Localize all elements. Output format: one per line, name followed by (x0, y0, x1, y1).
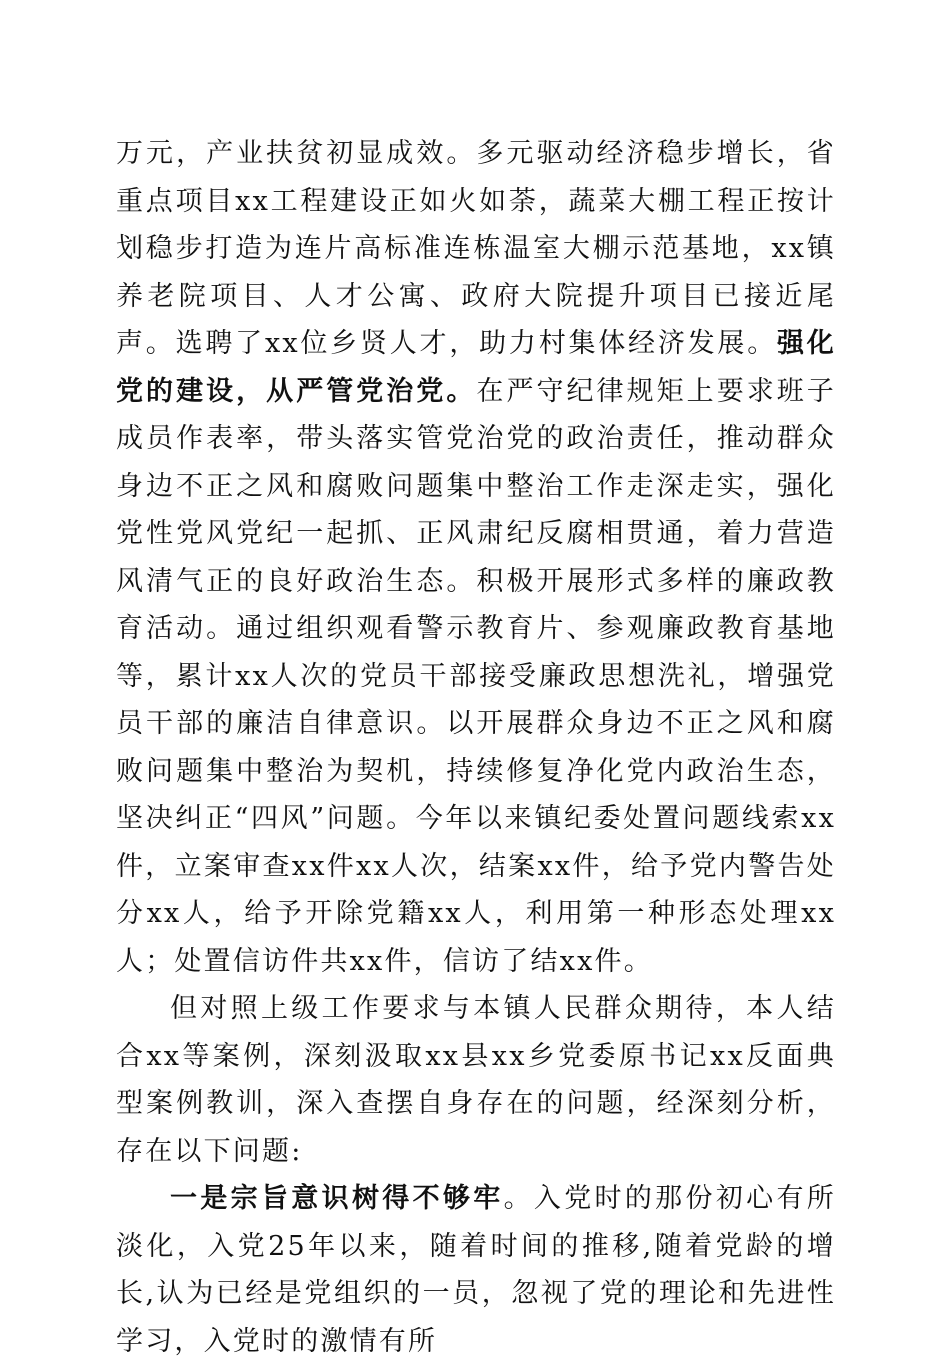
text-run: 。入党时的那份初心有所淡化，入党25年以来，随着时间的推移,随着党龄的增长,认为已经是党组织的一员，忽视了党的理论和先进性学习，入党时的激情有所 (116, 1183, 836, 1357)
paragraph-achievements (116, 130, 836, 985)
text-run: 在严守纪律规矩上要求班子成员作表率，带头落实管党治党的政治责任，推动群众身边不正之风和腐败问题集中整治工作走深走实，强化党性党风党纪一起抓、正风肃纪反腐相贯通，着力营造风清气正的良好政治生态。积极开展形式多样的廉政教育活动。通过组织观看警示教育片、参观廉政教育基地等，累计xx人次的党员干部接受廉政思想洗礼，增强党员干部的廉洁自律意识。以开展群众身边不正之风和腐败问题集中整治为契机，持续修复净化党内政治生态，坚决纠正“四风”问题。今年以来镇纪委处置问题线索xx件，立案审查xx件xx人次，结案xx件，给予党内警告处分xx人，给予开除党籍xx人，利用第一种形态处理xx人；处置信访件共xx件，信访了结xx件。 (116, 375, 836, 977)
text-run: 万元，产业扶贫初显成效。多元驱动经济稳步增长，省重点项目xx工程建设正如火如荼，蔬菜大棚工程正按计划稳步打造为连片高标准连栋温室大棚示范基地，xx镇养老院项目、人才公寓、政府大院提升项目已接近尾声。选聘了xx位乡贤人才，助力村集体经济发展。 (116, 138, 836, 359)
bold-heading-party-building: 强化党的建设，从严管党治党。 (116, 328, 836, 407)
paragraph-problem-one (116, 1175, 836, 1365)
text-run: 但对照上级工作要求与本镇人民群众期待，本人结合xx等案例，深刻汲取xx县xx乡党委原书记xx反面典型案例教训，深入查摆自身存在的问题，经深刻分析，存在以下问题: (116, 993, 836, 1167)
paragraph-self-review (116, 985, 836, 1175)
bold-heading-problem-one: 一是宗旨意识树得不够牢 (170, 1183, 504, 1214)
document-body (116, 130, 836, 1365)
